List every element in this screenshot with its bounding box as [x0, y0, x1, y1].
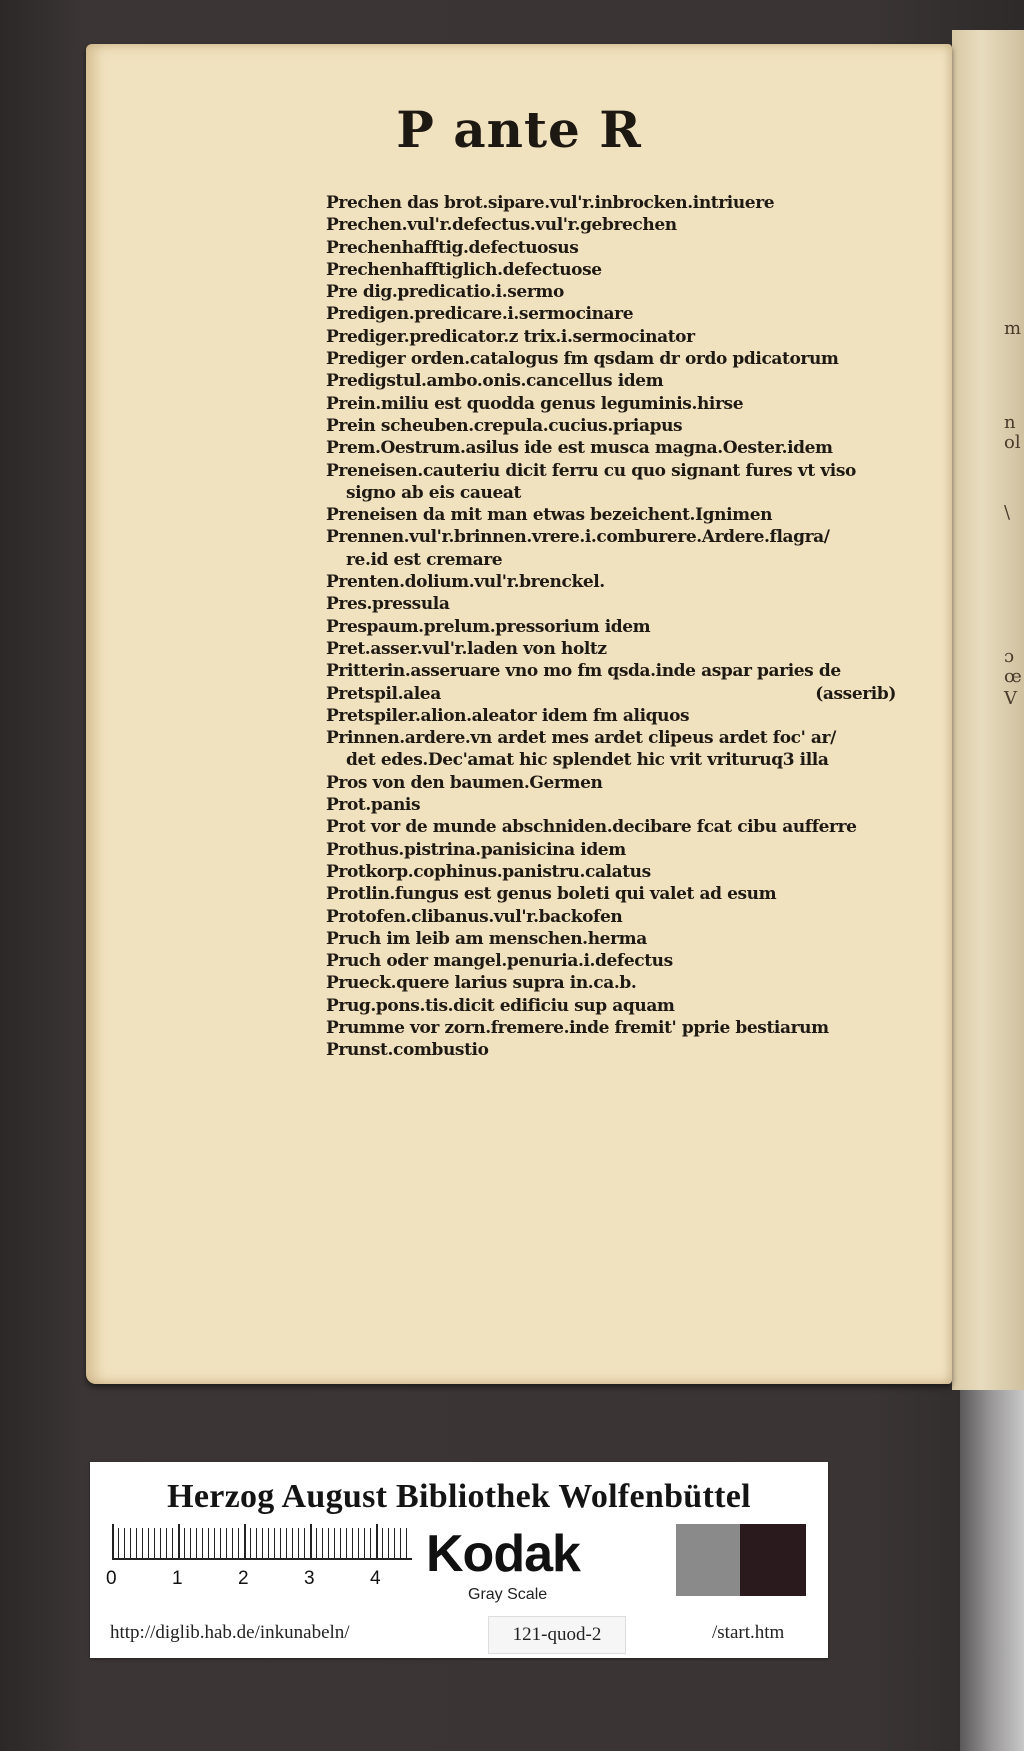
dictionary-entry: Prein scheuben.crepula.cucius.priapus — [326, 415, 683, 436]
dictionary-entry: Prechenhafftig.defectuosus — [326, 237, 579, 258]
ruler-numbers — [104, 1568, 434, 1592]
dictionary-entry: Prediger orden.catalogus fm qsdam dr ordo pdicatorum — [326, 349, 839, 370]
margin-mark: m — [1004, 318, 1022, 339]
dictionary-entry: Prechenhafftiglich.defectuose — [326, 259, 602, 280]
dictionary-entry: (asserib) — [815, 683, 896, 704]
ruler-tick — [112, 1524, 114, 1560]
dictionary-entry: Prot.panis — [326, 795, 421, 816]
url-left: http://diglib.hab.de/inkunabeln/ — [110, 1622, 350, 1643]
dictionary-entry: Pre dig.predicatio.i.sermo — [326, 282, 564, 303]
margin-mark: ɔ — [1004, 646, 1015, 667]
dictionary-entry: Prug.pons.tis.dicit edificiu sup aquam — [326, 995, 675, 1016]
ruler-tick — [244, 1524, 246, 1560]
dictionary-entry: Prot vor de munde abschniden.decibare fcat cibu aufferre — [326, 817, 857, 838]
dictionary-entry: Pretspil.alea — [326, 683, 441, 704]
dictionary-entry: Protlin.fungus est genus boleti qui valet ad esum — [326, 884, 777, 905]
ruler-tick — [376, 1524, 378, 1560]
gray-swatch-mid — [676, 1524, 740, 1596]
dictionary-entry: Protofen.clibanus.vul'r.backofen — [326, 906, 623, 927]
url-shelfmark: 121-quod-2 — [488, 1616, 626, 1654]
dictionary-entry: Prinnen.ardere.vn ardet mes ardet clipeus ardet foc' ar/ — [326, 728, 836, 749]
dictionary-entry: Protkorp.cophinus.panistru.calatus — [326, 861, 651, 882]
dictionary-entry: Preneisen.cauteriu dicit ferru cu quo signant fures vt viso — [326, 460, 856, 481]
url-right: /start.htm — [712, 1622, 785, 1643]
dictionary-entry: Pruch oder mangel.penuria.i.defectus — [326, 951, 673, 972]
library-title: Herzog August Bibliothek Wolfenbüttel — [167, 1478, 751, 1515]
dictionary-entry: Prueck.quere larius supra in.ca.b. — [326, 973, 637, 994]
ruler-tick — [310, 1524, 312, 1560]
margin-mark: V — [1004, 688, 1017, 709]
scale-ruler — [112, 1528, 412, 1560]
dictionary-entry: Prem.Oestrum.asilus ide est musca magna.Oester.idem — [326, 438, 833, 459]
kodak-logo: Kodak — [426, 1525, 580, 1583]
margin-mark: ol — [1004, 432, 1021, 453]
manuscript-page — [86, 44, 952, 1384]
page-title: P ante R — [396, 100, 642, 159]
ruler-number: 2 — [238, 1568, 249, 1589]
dictionary-entry: Prenten.dolium.vul'r.brenckel. — [326, 572, 605, 593]
grayscale-label: Gray Scale — [468, 1586, 548, 1603]
ruler-number: 0 — [106, 1568, 117, 1589]
dictionary-entry: re.id est cremare — [346, 549, 503, 570]
dictionary-entry: Prechen.vul'r.defectus.vul'r.gebrechen — [326, 215, 677, 236]
dictionary-entry: Prespaum.prelum.pressorium idem — [326, 616, 651, 637]
margin-mark: n — [1004, 412, 1016, 433]
margin-mark: œ — [1004, 666, 1022, 687]
ruler-number: 4 — [370, 1568, 381, 1589]
color-target-card — [90, 1462, 828, 1658]
facing-page-lower — [960, 1390, 1024, 1751]
dictionary-entry: Prumme vor zorn.fremere.inde fremit' pprie bestiarum — [326, 1017, 829, 1038]
dictionary-entry: Pruch im leib am menschen.herma — [326, 928, 647, 949]
gray-swatch-dark — [740, 1524, 806, 1596]
dictionary-entry: Prein.miliu est quodda genus leguminis.hirse — [326, 393, 744, 414]
dictionary-entry: Prothus.pistrina.panisicina idem — [326, 839, 626, 860]
gray-swatch-white — [612, 1524, 676, 1596]
ruler-number: 3 — [304, 1568, 315, 1589]
ruler-number: 1 — [172, 1568, 183, 1589]
dictionary-entry: signo ab eis caueat — [346, 482, 521, 503]
dictionary-entry: Prunst.combustio — [326, 1040, 489, 1061]
dictionary-entry: Prennen.vul'r.brinnen.vrere.i.comburere.Ardere.flagra/ — [326, 527, 830, 548]
dictionary-entry: Prechen das brot.sipare.vul'r.inbrocken.intriuere — [326, 193, 775, 213]
dictionary-entries — [326, 192, 906, 1062]
dictionary-entry: Preneisen da mit man etwas bezeichent.Ignimen — [326, 505, 773, 526]
dictionary-entry: Predigstul.ambo.onis.cancellus idem — [326, 371, 664, 392]
dictionary-entry: Predigen.predicare.i.sermocinare — [326, 304, 634, 325]
margin-mark: \ — [1004, 502, 1011, 523]
dictionary-entry: Pres.pressula — [326, 594, 450, 615]
dictionary-entry: Prediger.predicator.z trix.i.sermocinator — [326, 326, 695, 347]
dictionary-entry: Pros von den baumen.Germen — [326, 772, 603, 793]
dictionary-entry: Pretspiler.alion.aleator idem fm aliquos — [326, 705, 690, 726]
facing-page-edge — [952, 30, 1024, 1390]
ruler-tick — [178, 1524, 180, 1560]
dictionary-entry: Pret.asser.vul'r.laden von holtz — [326, 638, 607, 659]
dictionary-entry: det edes.Dec'amat hic splendet hic vrit vrituruq3 illa — [346, 750, 829, 771]
dictionary-entry: Pritterin.asseruare vno mo fm qsda.inde aspar paries de — [326, 661, 841, 682]
